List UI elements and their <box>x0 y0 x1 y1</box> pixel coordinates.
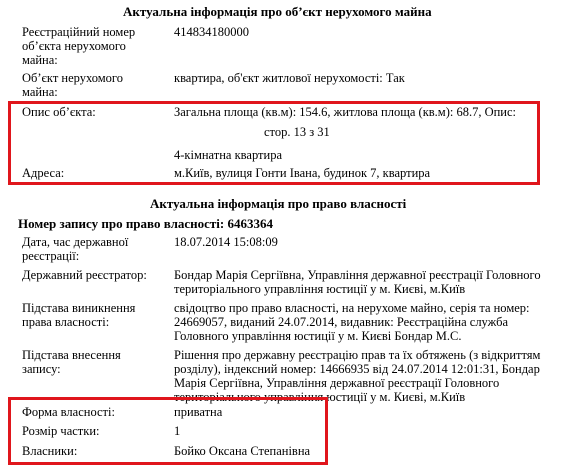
object-value: квартира, об'єкт житлової нерухомості: Так <box>174 71 405 85</box>
form-value: приватна <box>174 405 223 419</box>
registrar-value-1: Бондар Марія Сергіївна, Управління державної реєстрації Головного <box>174 268 541 282</box>
registrar-label: Державний реєстратор: <box>22 268 147 282</box>
address-value: м.Київ, вулиця Гонти Івана, будинок 7, квартира <box>174 166 431 180</box>
owners-label: Власники: <box>22 444 78 458</box>
basis-value-2: 24669057, виданий 24.07.2014, видавник: Реєстраційна служба <box>174 315 509 329</box>
entry-label-1: Підстава внесення <box>22 348 121 362</box>
owners-value: Бойко Оксана Степанівна <box>174 444 311 458</box>
registrar-value-2: територіального управління юстиції у м. Києві, м.Київ <box>174 282 466 296</box>
description-label: Опис об’єкта: <box>22 105 96 119</box>
entry-value-1: Рішення про державну реєстрацію прав та їх обтяжень (з відкриттям <box>174 348 541 362</box>
section-object-title: Актуальна інформація про об’єкт нерухомого майна <box>123 4 432 19</box>
record-number: Номер запису про право власності: 6463364 <box>18 216 273 231</box>
basis-label-2: права власності: <box>22 315 110 329</box>
entry-value-3: Марія Сергіївна, Управління державної реєстрації Головного <box>174 376 500 390</box>
reg-number-label-3: майна: <box>22 53 58 67</box>
reg-number-label-2: об’єкта нерухомого <box>22 39 126 53</box>
entry-value-2: розділу), індексний номер: 14666935 від 24.07.2014 12:01:31, Бондар <box>174 362 540 376</box>
date-value: 18.07.2014 15:08:09 <box>174 235 278 249</box>
date-label-1: Дата, час державної <box>22 235 129 249</box>
object-label-1: Об’єкт нерухомого <box>22 71 123 85</box>
address-label: Адреса: <box>22 166 65 180</box>
share-value: 1 <box>174 424 181 438</box>
entry-value-4: територіального управління юстиції у м. Києві, м.Київ <box>174 390 466 404</box>
reg-number-value: 414834180000 <box>174 25 249 39</box>
basis-value-1: свідоцтво про право власності, на нерухоме майно, серія та номер: <box>174 301 530 315</box>
description-value-line1: Загальна площа (кв.м): 154.6, житлова площа (кв.м): 68.7, Опис: <box>174 105 517 119</box>
date-label-2: реєстрації: <box>22 249 80 263</box>
section-ownership-title: Актуальна інформація про право власності <box>150 196 407 211</box>
entry-label-2: запису: <box>22 362 61 376</box>
reg-number-label-1: Реєстраційний номер <box>22 25 136 39</box>
share-label: Розмір частки: <box>22 424 100 438</box>
description-value-line2: 4-кімнатна квартира <box>174 148 283 162</box>
basis-label-1: Підстава виникнення <box>22 301 136 315</box>
form-label: Форма власності: <box>22 405 115 419</box>
basis-value-3: Головного управління юстиції у м. Києві Бондар М.С. <box>174 329 462 343</box>
page-marker: стор. 13 з 31 <box>264 125 330 139</box>
object-label-2: майна: <box>22 85 58 99</box>
